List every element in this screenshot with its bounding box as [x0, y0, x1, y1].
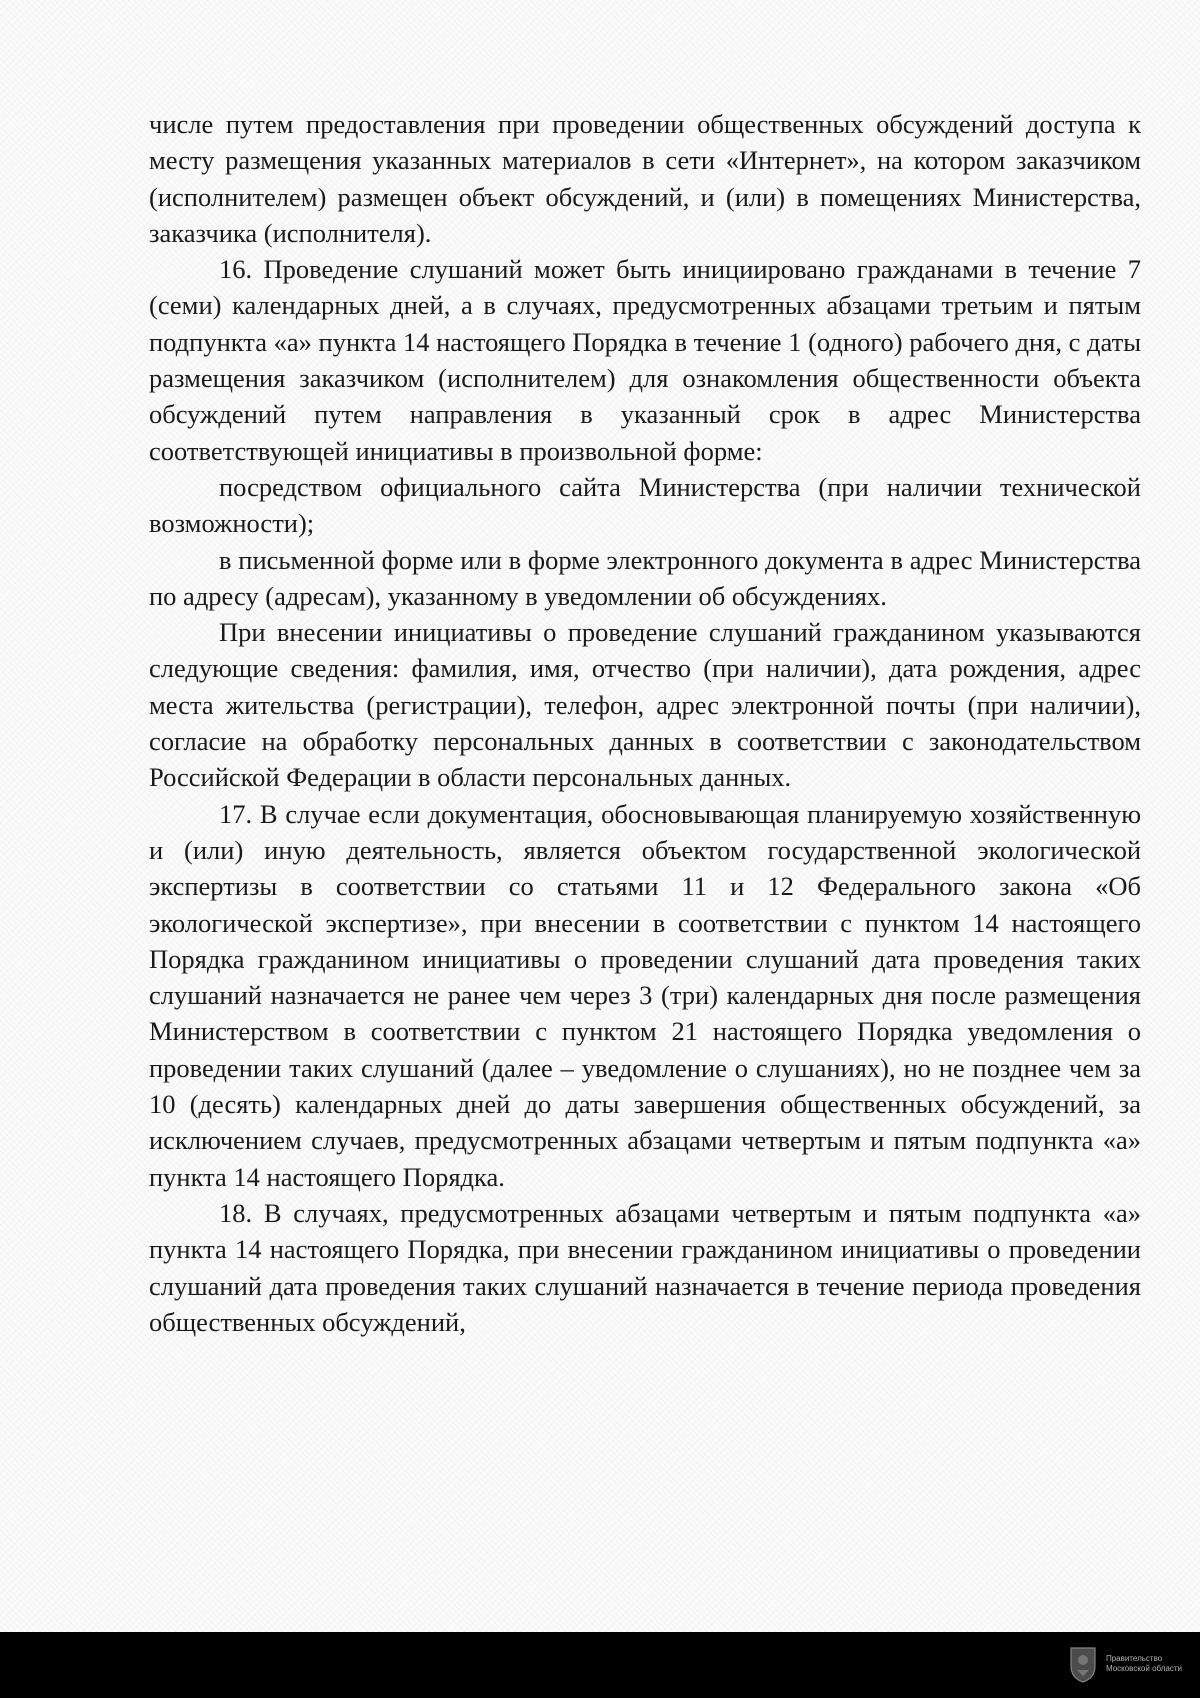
footer-logo [1068, 1644, 1182, 1684]
paragraph-written-form: в письменной форме или в форме электронного документа в адрес Министерства по адресу (адресам), указанному в уведомлении об обсуждениях. [149, 544, 1141, 611]
footer-bar [0, 1632, 1200, 1698]
document-body [149, 106, 1141, 1340]
footer-logo-text [1106, 1654, 1182, 1674]
footer-logo-text-line1: Правительство [1105, 1654, 1163, 1663]
paragraph-official-site: посредством официального сайта Министерства (при наличии технической возможности); [149, 471, 1141, 539]
paragraph-required-info: При внесении инициативы о проведение слушаний гражданином указываются следующие сведения: фамилия, имя, отчество (при наличии), дата рождения, адрес места жительства (регистрации), телефон, адрес электронной почты (при наличии), согласие на обработку персональных данных в соответствии с законодательством Российской Федерации в области персональных данных. [149, 617, 1141, 793]
footer-logo-text-line2: Московской области [1105, 1664, 1182, 1673]
paragraph-item-18: 18. В случаях, предусмотренных абзацами четвертым и пятым подпункта «а» пункта 14 настоящего Порядка, при внесении гражданином инициативы о проведении слушаний дата проведения таких слушаний назначается в течение периода проведения общественных обсуждений, [149, 1197, 1141, 1337]
coat-of-arms-icon [1068, 1644, 1098, 1684]
paragraph-item-17: 17. В случае если документация, обосновывающая планируемую хозяйственную и (или) иную деятельность, является объектом государственной экологической экспертизы в соответствии со статьями 11 и 12 Федерального закона «Об экологической экспертизе», при внесении в соответствии с пунктом 14 настоящего Порядка гражданином инициативы о проведении слушаний дата проведения таких слушаний назначается не ранее чем через 3 (три) календарных дня после размещения Министерством в соответствии с пунктом 21 настоящего Порядка уведомления о проведении таких слушаний (далее – уведомление о слушаниях), но не позднее чем за 10 (десять) календарных дней до даты завершения общественных обсуждений, за исключением случаев, предусмотренных абзацами четвертым и пятым подпункта «а» пункта 14 настоящего Порядка. [149, 798, 1141, 1192]
paragraph-item-16: 16. Проведение слушаний может быть инициировано гражданами в течение 7 (семи) календарных дней, а в случаях, предусмотренных абзацами третьим и пятым подпункта «а» пункта 14 настоящего Порядка в течение 1 (одного) рабочего дня, с даты размещения заказчиком (исполнителем) для ознакомления общественности объекта обсуждений путем направления в указанный срок в адрес Министерства соответствующей инициативы в произвольной форме: [149, 254, 1141, 466]
paragraph-continuation: числе путем предоставления при проведении общественных обсуждений доступа к месту размещения указанных материалов в сети «Интернет», на котором заказчиком (исполнителем) размещен объект обсуждений, и (или) в помещениях Министерства, заказчика (исполнителя). [149, 109, 1141, 248]
